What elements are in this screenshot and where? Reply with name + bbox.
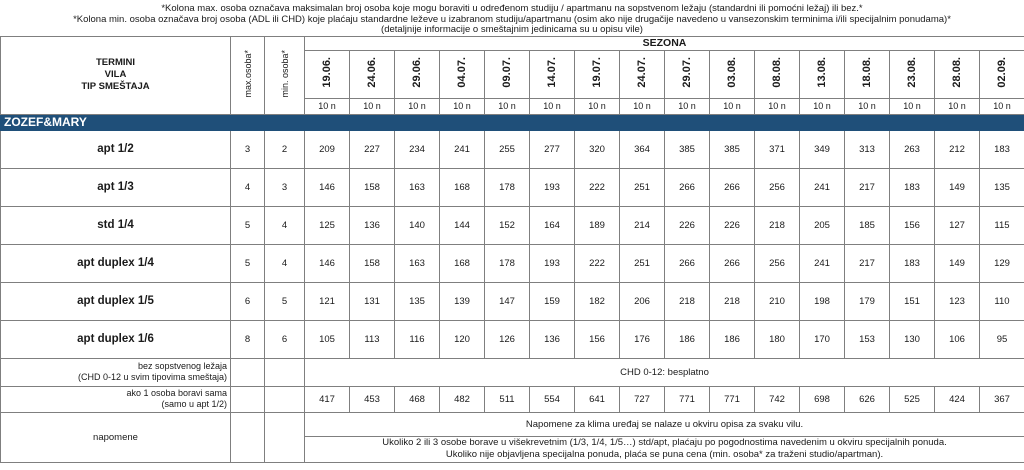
date-header bbox=[935, 50, 980, 98]
single-price-cell: 626 bbox=[845, 386, 890, 412]
notes-empty-min bbox=[265, 412, 305, 462]
price-cell: 131 bbox=[350, 282, 395, 320]
nights-label: 10 n bbox=[935, 98, 980, 114]
notes-empty-max bbox=[231, 412, 265, 462]
price-cell: 135 bbox=[980, 168, 1024, 206]
price-cell: 226 bbox=[665, 206, 710, 244]
price-cell: 218 bbox=[665, 282, 710, 320]
price-cell: 222 bbox=[575, 244, 620, 282]
price-cell: 120 bbox=[440, 320, 485, 358]
single-price-cell: 525 bbox=[890, 386, 935, 412]
price-cell: 212 bbox=[935, 130, 980, 168]
price-cell: 106 bbox=[935, 320, 980, 358]
price-cell: 186 bbox=[665, 320, 710, 358]
price-cell: 180 bbox=[755, 320, 800, 358]
price-cell: 251 bbox=[620, 168, 665, 206]
price-cell: 163 bbox=[395, 168, 440, 206]
villa-name: ZOZEF&MARY bbox=[1, 114, 1024, 130]
nights-label: 10 n bbox=[755, 98, 800, 114]
max-persons: 5 bbox=[231, 206, 265, 244]
max-persons: 5 bbox=[231, 244, 265, 282]
price-row bbox=[1, 130, 1024, 168]
date-label: 29.07. bbox=[681, 57, 693, 88]
price-cell: 113 bbox=[350, 320, 395, 358]
price-cell: 168 bbox=[440, 168, 485, 206]
price-cell: 263 bbox=[890, 130, 935, 168]
single-price-cell: 771 bbox=[710, 386, 755, 412]
max-persons: 8 bbox=[231, 320, 265, 358]
price-cell: 152 bbox=[485, 206, 530, 244]
max-persons: 4 bbox=[231, 168, 265, 206]
chd-label: bez sopstvenog ležaja (CHD 0-12 u svim tipovima smeštaja) bbox=[1, 358, 231, 386]
price-cell: 198 bbox=[800, 282, 845, 320]
price-cell: 349 bbox=[800, 130, 845, 168]
price-cell: 266 bbox=[665, 168, 710, 206]
price-cell: 116 bbox=[395, 320, 440, 358]
price-cell: 266 bbox=[710, 168, 755, 206]
single-empty-min bbox=[265, 386, 305, 412]
date-header bbox=[890, 50, 935, 98]
nights-label: 10 n bbox=[440, 98, 485, 114]
price-cell: 227 bbox=[350, 130, 395, 168]
price-cell: 206 bbox=[620, 282, 665, 320]
price-cell: 146 bbox=[305, 168, 350, 206]
price-cell: 193 bbox=[530, 244, 575, 282]
season-header: SEZONA bbox=[305, 36, 1024, 50]
chd-empty-min bbox=[265, 358, 305, 386]
price-cell: 179 bbox=[845, 282, 890, 320]
single-price-cell: 641 bbox=[575, 386, 620, 412]
notes-row bbox=[1, 412, 1024, 436]
price-cell: 139 bbox=[440, 282, 485, 320]
single-price-cell: 417 bbox=[305, 386, 350, 412]
price-cell: 140 bbox=[395, 206, 440, 244]
single-row bbox=[1, 386, 1024, 412]
price-cell: 176 bbox=[620, 320, 665, 358]
nights-label: 10 n bbox=[485, 98, 530, 114]
price-cell: 183 bbox=[890, 244, 935, 282]
price-cell: 241 bbox=[800, 168, 845, 206]
price-row bbox=[1, 206, 1024, 244]
nights-label: 10 n bbox=[710, 98, 755, 114]
single-price-cell: 367 bbox=[980, 386, 1024, 412]
single-price-cell: 742 bbox=[755, 386, 800, 412]
notes-lines-2-3: Ukoliko 2 ili 3 osobe borave u višekrevetnim (1/3, 1/4, 1/5…) std/apt, plaćaju po pogodnostima navedenim u okviru specijalnih ponuda. Ukoliko nije objavljena specijalna ponuda, plaća se puna cena (min. osoba* za traženi studio/apartman). bbox=[305, 436, 1024, 462]
price-cell: 125 bbox=[305, 206, 350, 244]
nights-label: 10 n bbox=[395, 98, 440, 114]
single-price-cell: 554 bbox=[530, 386, 575, 412]
price-row bbox=[1, 282, 1024, 320]
price-cell: 146 bbox=[305, 244, 350, 282]
price-cell: 170 bbox=[800, 320, 845, 358]
price-cell: 251 bbox=[620, 244, 665, 282]
accommodation-type: apt 1/3 bbox=[1, 168, 231, 206]
price-cell: 135 bbox=[395, 282, 440, 320]
single-empty-max bbox=[231, 386, 265, 412]
price-cell: 218 bbox=[710, 282, 755, 320]
single-price-cell: 468 bbox=[395, 386, 440, 412]
price-cell: 130 bbox=[890, 320, 935, 358]
date-header bbox=[575, 50, 620, 98]
villa-row bbox=[1, 114, 1024, 130]
price-table bbox=[0, 36, 1024, 463]
price-cell: 266 bbox=[665, 244, 710, 282]
nights-label: 10 n bbox=[620, 98, 665, 114]
price-cell: 110 bbox=[980, 282, 1024, 320]
single-price-cell: 727 bbox=[620, 386, 665, 412]
price-cell: 210 bbox=[755, 282, 800, 320]
price-cell: 222 bbox=[575, 168, 620, 206]
price-cell: 217 bbox=[845, 244, 890, 282]
nights-label: 10 n bbox=[530, 98, 575, 114]
price-cell: 185 bbox=[845, 206, 890, 244]
price-cell: 163 bbox=[395, 244, 440, 282]
price-cell: 193 bbox=[530, 168, 575, 206]
price-cell: 129 bbox=[980, 244, 1024, 282]
price-cell: 226 bbox=[710, 206, 755, 244]
date-header bbox=[755, 50, 800, 98]
price-cell: 178 bbox=[485, 244, 530, 282]
single-price-cell: 482 bbox=[440, 386, 485, 412]
date-label: 02.09. bbox=[996, 57, 1008, 88]
price-cell: 255 bbox=[485, 130, 530, 168]
price-cell: 189 bbox=[575, 206, 620, 244]
nights-label: 10 n bbox=[665, 98, 710, 114]
price-cell: 127 bbox=[935, 206, 980, 244]
single-price-cell: 424 bbox=[935, 386, 980, 412]
price-cell: 123 bbox=[935, 282, 980, 320]
price-cell: 115 bbox=[980, 206, 1024, 244]
single-label: ako 1 osoba boravi sama (samo u apt 1/2) bbox=[1, 386, 231, 412]
date-label: 13.08. bbox=[816, 57, 828, 88]
date-label: 04.07. bbox=[456, 57, 468, 88]
price-cell: 182 bbox=[575, 282, 620, 320]
price-cell: 214 bbox=[620, 206, 665, 244]
date-header bbox=[845, 50, 890, 98]
price-cell: 256 bbox=[755, 168, 800, 206]
date-header bbox=[485, 50, 530, 98]
note-min: *Kolona min. osoba označava broj osoba (ADL ili CHD) koje plaćaju standardne leževe u izabranom studiju/apartmanu (osim ako nije drugačije navedeno u vansezonskim terminima i/ili specijalnim ponudama)* bbox=[73, 13, 951, 25]
price-cell: 385 bbox=[710, 130, 755, 168]
date-header bbox=[620, 50, 665, 98]
date-label: 19.07. bbox=[591, 57, 603, 88]
notes-line-1: Napomene za klima uređaj se nalaze u okviru opisa za svaku vilu. bbox=[305, 412, 1024, 436]
price-cell: 186 bbox=[710, 320, 755, 358]
single-price-cell: 453 bbox=[350, 386, 395, 412]
chd-value: CHD 0-12: besplatno bbox=[305, 358, 1024, 386]
price-cell: 209 bbox=[305, 130, 350, 168]
header-title: TERMINI VILA TIP SMEŠTAJA bbox=[1, 36, 231, 114]
price-cell: 241 bbox=[800, 244, 845, 282]
accommodation-type: apt duplex 1/5 bbox=[1, 282, 231, 320]
price-cell: 156 bbox=[575, 320, 620, 358]
price-cell: 168 bbox=[440, 244, 485, 282]
min-persons-header: min. osoba* bbox=[265, 36, 305, 114]
date-header bbox=[710, 50, 755, 98]
price-cell: 153 bbox=[845, 320, 890, 358]
date-label: 24.06. bbox=[366, 57, 378, 88]
price-cell: 151 bbox=[890, 282, 935, 320]
price-cell: 159 bbox=[530, 282, 575, 320]
chd-row bbox=[1, 358, 1024, 386]
date-header bbox=[305, 50, 350, 98]
nights-label: 10 n bbox=[845, 98, 890, 114]
date-label: 18.08. bbox=[861, 57, 873, 88]
date-label: 08.08. bbox=[771, 57, 783, 88]
price-cell: 266 bbox=[710, 244, 755, 282]
price-cell: 277 bbox=[530, 130, 575, 168]
min-persons: 5 bbox=[265, 282, 305, 320]
max-persons: 3 bbox=[231, 130, 265, 168]
max-persons: 6 bbox=[231, 282, 265, 320]
price-cell: 158 bbox=[350, 168, 395, 206]
date-label: 03.08. bbox=[726, 57, 738, 88]
accommodation-type: apt 1/2 bbox=[1, 130, 231, 168]
price-cell: 149 bbox=[935, 168, 980, 206]
date-label: 14.07. bbox=[546, 57, 558, 88]
date-header bbox=[980, 50, 1024, 98]
date-header bbox=[395, 50, 440, 98]
price-cell: 164 bbox=[530, 206, 575, 244]
min-persons: 4 bbox=[265, 206, 305, 244]
note-max: *Kolona max. osoba označava maksimalan broj osoba koje mogu boraviti u određenom studiju / apartmanu na sopstvenom ležaju (standardni ili pomoćni ležaj) ili bez.* bbox=[161, 3, 863, 14]
price-cell: 217 bbox=[845, 168, 890, 206]
price-cell: 121 bbox=[305, 282, 350, 320]
date-label: 29.06. bbox=[411, 57, 423, 88]
price-cell: 364 bbox=[620, 130, 665, 168]
min-persons: 6 bbox=[265, 320, 305, 358]
nights-label: 10 n bbox=[980, 98, 1024, 114]
price-cell: 183 bbox=[890, 168, 935, 206]
price-cell: 234 bbox=[395, 130, 440, 168]
date-label: 23.08. bbox=[906, 57, 918, 88]
price-row bbox=[1, 244, 1024, 282]
price-cell: 183 bbox=[980, 130, 1024, 168]
price-cell: 205 bbox=[800, 206, 845, 244]
price-cell: 320 bbox=[575, 130, 620, 168]
date-label: 19.06. bbox=[321, 57, 333, 88]
nights-label: 10 n bbox=[800, 98, 845, 114]
price-cell: 95 bbox=[980, 320, 1024, 358]
price-cell: 156 bbox=[890, 206, 935, 244]
single-price-cell: 511 bbox=[485, 386, 530, 412]
date-header bbox=[440, 50, 485, 98]
single-price-cell: 698 bbox=[800, 386, 845, 412]
price-row bbox=[1, 320, 1024, 358]
accommodation-type: apt duplex 1/6 bbox=[1, 320, 231, 358]
min-persons: 4 bbox=[265, 244, 305, 282]
price-cell: 149 bbox=[935, 244, 980, 282]
nights-label: 10 n bbox=[350, 98, 395, 114]
nights-label: 10 n bbox=[575, 98, 620, 114]
price-cell: 218 bbox=[755, 206, 800, 244]
single-price-cell: 771 bbox=[665, 386, 710, 412]
date-label: 24.07. bbox=[636, 57, 648, 88]
price-cell: 241 bbox=[440, 130, 485, 168]
min-persons: 3 bbox=[265, 168, 305, 206]
price-cell: 126 bbox=[485, 320, 530, 358]
date-header bbox=[530, 50, 575, 98]
notes-label: napomene bbox=[1, 412, 231, 462]
max-persons-header: max.osoba* bbox=[231, 36, 265, 114]
price-cell: 313 bbox=[845, 130, 890, 168]
price-cell: 158 bbox=[350, 244, 395, 282]
date-label: 09.07. bbox=[501, 57, 513, 88]
nights-label: 10 n bbox=[890, 98, 935, 114]
price-cell: 136 bbox=[350, 206, 395, 244]
price-cell: 136 bbox=[530, 320, 575, 358]
date-header bbox=[350, 50, 395, 98]
accommodation-type: apt duplex 1/4 bbox=[1, 244, 231, 282]
date-label: 28.08. bbox=[951, 57, 963, 88]
price-cell: 256 bbox=[755, 244, 800, 282]
price-cell: 147 bbox=[485, 282, 530, 320]
nights-label: 10 n bbox=[305, 98, 350, 114]
price-row bbox=[1, 168, 1024, 206]
price-cell: 385 bbox=[665, 130, 710, 168]
price-cell: 144 bbox=[440, 206, 485, 244]
min-persons: 2 bbox=[265, 130, 305, 168]
note-details: (detaljnije informacije o smeštajnim jedinicama su u opisu vile) bbox=[381, 24, 643, 35]
chd-empty-max bbox=[231, 358, 265, 386]
accommodation-type: std 1/4 bbox=[1, 206, 231, 244]
price-cell: 371 bbox=[755, 130, 800, 168]
header-notes bbox=[0, 0, 1024, 36]
date-header bbox=[800, 50, 845, 98]
price-cell: 105 bbox=[305, 320, 350, 358]
date-header bbox=[665, 50, 710, 98]
price-cell: 178 bbox=[485, 168, 530, 206]
